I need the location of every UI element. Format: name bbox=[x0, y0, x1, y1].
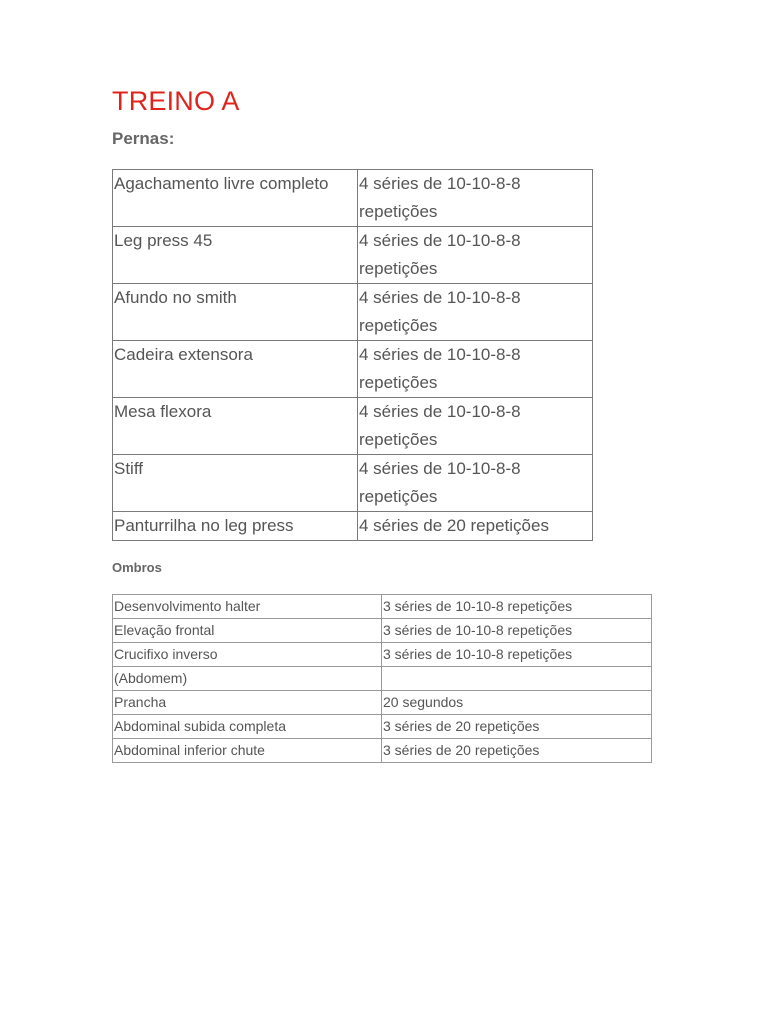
exercise-name: Stiff bbox=[113, 455, 358, 512]
exercise-sets: 3 séries de 10-10-8 repetições bbox=[382, 643, 652, 667]
exercise-sets: 3 séries de 20 repetições bbox=[382, 739, 652, 763]
exercise-name: Crucifixo inverso bbox=[113, 643, 382, 667]
legs-workout-table bbox=[112, 169, 593, 541]
exercise-name: Panturrilha no leg press bbox=[113, 512, 358, 541]
exercise-name: Abdominal subida completa bbox=[113, 715, 382, 739]
table-row bbox=[113, 619, 652, 643]
exercise-name: Afundo no smith bbox=[113, 284, 358, 341]
exercise-sets: 4 séries de 10-10-8-8 repetições bbox=[358, 341, 593, 398]
exercise-sets: 4 séries de 20 repetições bbox=[358, 512, 593, 541]
exercise-name: Cadeira extensora bbox=[113, 341, 358, 398]
exercise-sets: 3 séries de 10-10-8 repetições bbox=[382, 595, 652, 619]
table-row bbox=[113, 691, 652, 715]
exercise-name: Leg press 45 bbox=[113, 227, 358, 284]
table-row bbox=[113, 455, 593, 512]
exercise-sets: 4 séries de 10-10-8-8 repetições bbox=[358, 455, 593, 512]
table-row bbox=[113, 512, 593, 541]
table-row bbox=[113, 284, 593, 341]
exercise-name: Abdominal inferior chute bbox=[113, 739, 382, 763]
legs-section-heading: Pernas: bbox=[112, 129, 175, 148]
table-row bbox=[113, 643, 652, 667]
table-row bbox=[113, 341, 593, 398]
table-row bbox=[113, 739, 652, 763]
table-row bbox=[113, 170, 593, 227]
table-row bbox=[113, 398, 593, 455]
exercise-sets: 4 séries de 10-10-8-8 repetições bbox=[358, 227, 593, 284]
exercise-sets: 4 séries de 10-10-8-8 repetições bbox=[358, 284, 593, 341]
exercise-sets: 3 séries de 20 repetições bbox=[382, 715, 652, 739]
table-row bbox=[113, 227, 593, 284]
shoulders-workout-table bbox=[112, 594, 652, 763]
exercise-name: Agachamento livre completo bbox=[113, 170, 358, 227]
shoulders-section-heading: Ombros bbox=[112, 560, 162, 575]
table-row bbox=[113, 595, 652, 619]
exercise-name: (Abdomem) bbox=[113, 667, 382, 691]
table-row bbox=[113, 715, 652, 739]
exercise-name: Mesa flexora bbox=[113, 398, 358, 455]
exercise-sets: 4 séries de 10-10-8-8 repetições bbox=[358, 170, 593, 227]
table-row bbox=[113, 667, 652, 691]
exercise-sets: 3 séries de 10-10-8 repetições bbox=[382, 619, 652, 643]
exercise-sets: 4 séries de 10-10-8-8 repetições bbox=[358, 398, 593, 455]
exercise-name: Prancha bbox=[113, 691, 382, 715]
page-title: TREINO A bbox=[112, 86, 240, 116]
exercise-sets: 20 segundos bbox=[382, 691, 652, 715]
exercise-name: Elevação frontal bbox=[113, 619, 382, 643]
exercise-name: Desenvolvimento halter bbox=[113, 595, 382, 619]
exercise-sets bbox=[382, 667, 652, 691]
